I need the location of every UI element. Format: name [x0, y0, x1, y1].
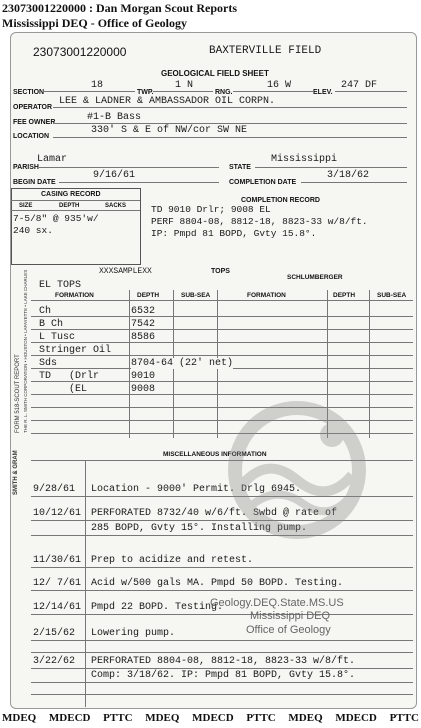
footer-item: MDEQ — [145, 712, 180, 724]
tops-depth-5: 9010 — [131, 371, 156, 382]
tops-formation-label-2: FORMATION — [247, 292, 286, 299]
parish-value: Lamar — [37, 154, 68, 165]
misc-text-6: Lowering pump. — [91, 628, 176, 639]
tops-formation-5: TD (Drlr — [39, 371, 100, 382]
misc-date-5: 12/14/61 — [33, 602, 82, 613]
casing-title-divider — [11, 200, 140, 201]
field-name: BAXTERVILLE FIELD — [209, 45, 322, 57]
fee-owner-value: #1-B Bass — [87, 112, 142, 123]
schlumberger-label: SCHLUMBERGER — [287, 274, 343, 281]
footer-item: MDECD — [335, 712, 377, 724]
footer-item: MDEQ — [2, 712, 37, 724]
misc-row-line — [31, 682, 413, 683]
misc-row-line — [31, 668, 413, 669]
twp-value: 1 N — [175, 80, 194, 91]
sheet-title: GEOLOGICAL FIELD SHEET — [161, 69, 269, 78]
fee-owner-line — [53, 123, 407, 124]
footer-item: MDEQ — [288, 712, 323, 724]
tops-col-div-1 — [129, 290, 130, 438]
misc-text-7: PERFORATED 8804-08, 8812-18, 8823-33 w/8/ft. — [91, 656, 356, 667]
tops-formation-0: Ch — [39, 306, 52, 317]
misc-row-line — [31, 590, 413, 591]
tops-row-line — [31, 329, 413, 330]
footer-item: MDECD — [192, 712, 234, 724]
report-title: 23073001220000 : Dan Morgan Scout Reports — [2, 1, 237, 15]
twp-line — [153, 91, 213, 92]
report-subtitle: Mississippi DEQ - Office of Geology — [2, 16, 187, 30]
tops-depth-label-2: DEPTH — [333, 292, 356, 299]
tops-header-line — [31, 300, 413, 301]
completion-date-line — [301, 182, 407, 183]
footer-item: PTTC — [246, 712, 276, 724]
side-printer-label: THE R. L. SMITH CORPORATION • HOUSTON • LAFAYETTE • LAKE CHARLES — [23, 269, 28, 433]
misc-date-0: 9/28/61 — [33, 484, 76, 495]
el-tops-label: EL TOPS — [39, 280, 82, 291]
misc-text-1: PERFORATED 8732/40 w/6/ft. Swbd @ rate of — [91, 508, 338, 519]
casing-depth-label: DEPTH — [59, 203, 80, 209]
sample-label: XXXSAMPLEXX — [99, 267, 152, 276]
tops-formation-3: Stringer Oil — [39, 345, 112, 356]
watermark-url: Geology.DEQ.State.MS.US — [210, 597, 344, 609]
misc-text-4: Acid w/500 gals MA. Pmpd 50 BOPD. Testing. — [91, 578, 344, 589]
tops-formation-2: L Tusc — [39, 332, 76, 343]
tops-depth-4: 8704-64 (22' net) — [131, 358, 234, 369]
casing-header-divider — [11, 210, 140, 211]
begin-date-value: 9/16/61 — [93, 170, 136, 181]
fee-owner-label: FEE OWNER — [13, 119, 56, 126]
tops-depth-1: 7542 — [131, 319, 156, 330]
location-line — [53, 137, 407, 138]
misc-text-8: Comp: 3/18/62. IP: Pmpd 81 BOPD, Gvty 15.8°. — [91, 670, 356, 681]
misc-row-line — [31, 694, 413, 695]
casing-line-2: 240 sx. — [13, 225, 53, 236]
tops-subsea-label-2: SUB-SEA — [377, 292, 407, 299]
elev-label: ELEV. — [313, 89, 333, 96]
footer-bar — [0, 712, 421, 724]
misc-row-line — [31, 614, 413, 615]
tops-formation-6: (EL — [39, 384, 88, 395]
elev-line — [335, 91, 407, 92]
state-label: STATE — [229, 164, 251, 171]
completion-line-2: PERF 8804-08, 8812-18, 8823-33 w/8/ft. — [151, 216, 368, 227]
misc-text-5: Pmpd 22 BOPD. Testing. — [91, 602, 224, 613]
footer-item: PTTC — [389, 712, 419, 724]
misc-title: MISCELLANEOUS INFORMATION — [163, 451, 267, 458]
mdeq-watermark-logo — [222, 395, 372, 545]
completion-date-label: COMPLETION DATE — [229, 179, 297, 186]
tops-depth-2: 8586 — [131, 332, 156, 343]
misc-row-line — [31, 567, 413, 568]
begin-date-line — [59, 182, 219, 183]
location-value: 330' S & E of NW/cor SW NE — [91, 125, 248, 136]
watermark-line-1: Mississippi DEQ — [250, 610, 331, 622]
rng-line — [233, 91, 313, 92]
smith-gram-logo: SMITH & GRAM — [13, 450, 19, 495]
side-form-label: FORM 518-SCOUT REPORT — [15, 354, 21, 433]
tops-depth-6: 9008 — [131, 384, 156, 395]
misc-text-0: Location - 9000' Permit. Drlg 6945. — [91, 484, 302, 495]
completion-record-title: COMPLETION RECORD — [241, 197, 320, 204]
footer-item: MDECD — [48, 712, 91, 724]
misc-text-2: 285 BOPD, Gvty 15°. Installing pump. — [91, 523, 308, 534]
misc-date-divider — [85, 461, 86, 707]
parish-label: PARISH — [13, 164, 39, 171]
state-line — [255, 167, 407, 168]
parish-line — [39, 167, 219, 168]
rng-label: RNG. — [215, 89, 233, 96]
tops-formation-4: Sds — [39, 358, 58, 369]
operator-label: OPERATOR — [13, 104, 53, 111]
completion-line-1: TD 9010 Drlr; 9008 EL — [151, 204, 271, 215]
elev-value: 247 DF — [341, 80, 378, 91]
tops-title: TOPS — [211, 268, 230, 275]
section-line — [43, 91, 135, 92]
tops-depth-label: DEPTH — [137, 292, 160, 299]
completion-line-3: IP: Pmpd 81 BOPD, Gvty 15.8°. — [151, 228, 317, 239]
tops-formation-label: FORMATION — [55, 292, 94, 299]
misc-date-1: 10/12/61 — [33, 508, 82, 519]
completion-date-value: 3/18/62 — [327, 170, 370, 181]
tops-row-line — [31, 316, 413, 317]
misc-row-line — [31, 652, 413, 653]
tops-depth-0: 6532 — [131, 306, 156, 317]
casing-record-title: CASING RECORD — [41, 191, 101, 198]
misc-date-7: 3/22/62 — [33, 656, 76, 667]
twp-label: TWP. — [137, 89, 154, 96]
misc-date-6: 2/15/62 — [33, 628, 76, 639]
section-value: 18 — [91, 80, 104, 91]
operator-line — [53, 107, 407, 108]
casing-line-1: 7-5/8" @ 935'w/ — [13, 213, 99, 224]
state-value: Mississippi — [271, 154, 338, 165]
location-label: LOCATION — [13, 133, 50, 140]
tops-subsea-label: SUB-SEA — [181, 292, 211, 299]
tops-formation-1: B Ch — [39, 319, 64, 330]
tops-row-line — [31, 342, 413, 343]
rng-value: 16 W — [267, 80, 292, 91]
begin-date-label: BEGIN DATE — [13, 179, 56, 186]
footer-item: PTTC — [103, 712, 133, 724]
misc-row-line — [31, 640, 413, 641]
casing-size-label: SIZE — [19, 203, 33, 209]
misc-date-3: 11/30/61 — [33, 555, 82, 566]
casing-sacks-label: SACKS — [105, 203, 127, 209]
misc-date-4: 12/ 7/61 — [33, 578, 82, 589]
watermark-line-2: Office of Geology — [246, 624, 331, 636]
section-label: SECTION — [13, 89, 45, 96]
operator-value: LEE & LADNER & AMBASSADOR OIL CORPN. — [59, 96, 276, 107]
misc-text-3: Prep to acidize and retest. — [91, 555, 254, 566]
permit-number: 23073001220000 — [33, 45, 127, 59]
